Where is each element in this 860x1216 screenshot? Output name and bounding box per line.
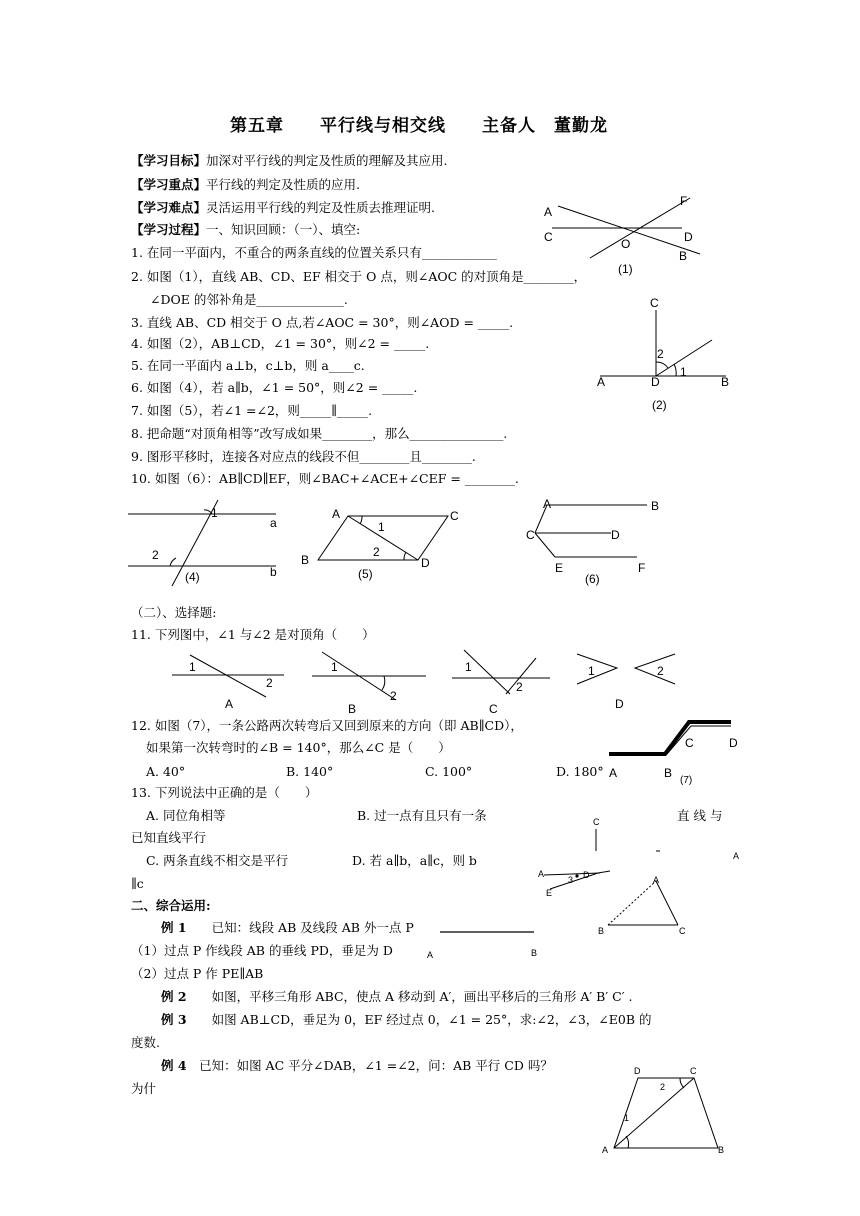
fig2-label-b: B <box>721 375 730 389</box>
fig4-label-a: a <box>270 516 277 530</box>
triangle-abc <box>600 875 690 935</box>
figure-7 <box>605 718 735 768</box>
fill-q3: 3. 直线 AB、CD 相交于 O 点,若∠AOC = 30°，则∠AOD = _____. <box>131 315 514 330</box>
fig6-label-e: E <box>555 561 564 575</box>
triangle-label-c: C <box>679 926 686 936</box>
trap-label-c: C <box>690 1066 697 1076</box>
q12-option-d: D. 180° <box>556 764 604 779</box>
fig2-label-d: D <box>651 375 660 389</box>
fig6-label-c: C <box>526 528 535 542</box>
key-text: 平行线的判定及性质的应用. <box>206 177 360 192</box>
segment-ab-line <box>440 930 540 934</box>
learning-process <box>131 222 360 238</box>
fill-q10: 10. 如图（6）：AB∥CD∥EF，则∠BAC+∠ACE+∠CEF = ________. <box>131 471 519 486</box>
ex1-text: 已知：线段 AB 及线段 AB 外一点 P <box>211 920 414 935</box>
fig7-caption: (7) <box>680 775 693 786</box>
example-3 <box>161 1012 652 1028</box>
fill-q6: 6. 如图（4），若 a∥b，∠1 = 50°，则∠2 = _____. <box>131 380 418 395</box>
q11-option-b-figure <box>310 650 430 705</box>
fig5-caption: (5) <box>358 567 373 581</box>
trap-label-a: A <box>602 1145 609 1155</box>
q11-c-num-2: 2 <box>516 680 523 694</box>
segment-label-a: A <box>427 950 434 960</box>
hard-tag: 【学习难点】 <box>131 200 207 215</box>
fig5-label-a: A <box>332 507 341 521</box>
fill-q2-cont: ∠DOE 的邻补角是______________. <box>150 292 348 307</box>
trap-num-2: 2 <box>660 1082 666 1092</box>
figure-4 <box>128 500 288 590</box>
q11-a-num-2: 2 <box>266 676 273 690</box>
ex3-text: 如图 AB⊥CD，垂足为 0，EF 经过点 0，∠1 = 25°，求:∠2，∠3，∠E0B 的 <box>211 1012 652 1027</box>
fig6-label-a: A <box>543 497 552 511</box>
ex2-text: 如图，平移三角形 ABC，使点 A 移动到 A′，画出平移后的三角形 A′ B′ C′ . <box>211 989 633 1004</box>
q13-option-a: A. 同位角相等 <box>146 808 226 823</box>
ex4-tag: 例 4 <box>161 1058 187 1073</box>
fig7-label-b: B <box>664 766 673 780</box>
small-fig-label-d: D <box>583 870 590 880</box>
fig7-label-a: A <box>609 766 618 780</box>
goal-text: 加深对平行线的判定及性质的理解及其应用. <box>206 153 448 168</box>
q13-option-b: B. 过一点有且只有一条 <box>357 808 487 823</box>
q11-b-num-1: 1 <box>331 660 338 674</box>
fig1-caption: (1) <box>618 262 633 276</box>
fig5-label-d: D <box>421 556 430 570</box>
fig6-label-d: D <box>611 528 620 542</box>
ex2-tag: 例 2 <box>161 989 187 1004</box>
q13-text: 13. 下列说法中正确的是（ ） <box>131 785 318 800</box>
fig6-label-f: F <box>638 561 646 575</box>
q13-option-d: D. 若 a∥b，a∥c，则 b <box>352 853 477 868</box>
q13-option-d-end: ∥c <box>131 876 144 891</box>
hard-text: 灵活运用平行线的判定及性质去推理证明. <box>206 200 435 215</box>
fig2-label-c: C <box>650 296 659 310</box>
figure-2 <box>590 300 740 385</box>
example-2 <box>161 989 633 1005</box>
segment-label-b: B <box>531 948 538 958</box>
fig2-num-2: 2 <box>657 347 664 361</box>
fig2-caption: (2) <box>652 398 667 412</box>
q13-option-c: C. 两条直线不相交是平行 <box>146 853 289 868</box>
small-fig-label-c: C <box>593 817 600 827</box>
example-4 <box>161 1058 553 1074</box>
example-1-part-1: （1）过点 P 作线段 AB 的垂线 PD，垂足为 D <box>131 943 393 958</box>
figure-1 <box>540 190 730 270</box>
small-fig-num-3: 3 <box>568 875 574 885</box>
fig7-label-c: C <box>685 736 694 750</box>
key-tag: 【学习重点】 <box>131 177 207 192</box>
learning-difficulty <box>131 200 435 216</box>
example-3-cont: 度数. <box>131 1035 160 1050</box>
q11-b-num-2: 2 <box>390 689 397 703</box>
fill-q2: 2. 如图（1），直线 AB、CD、EF 相交于 O 点，则∠AOC 的对顶角是________， <box>131 269 587 284</box>
ex1-tag: 例 1 <box>161 920 187 935</box>
example-1-part-2: （2）过点 P 作 PE∥AB <box>131 966 264 981</box>
fig5-num-2: 2 <box>373 545 380 559</box>
fig6-label-b: B <box>651 499 660 513</box>
q12-text-cont: 如果第一次转弯时的∠B = 140°，那么∠C 是（ ） <box>146 740 451 755</box>
fig4-label-b: b <box>270 565 277 579</box>
fig5-num-1: 1 <box>378 520 385 534</box>
triangle-label-b: B <box>598 926 605 936</box>
process-tag: 【学习过程】 <box>131 222 207 237</box>
example-1 <box>161 920 414 936</box>
choice-heading: （二）、选择题: <box>131 605 217 620</box>
q11-c-num-1: 1 <box>465 660 472 674</box>
fill-q9: 9. 图形平移时，连接各对应点的线段不但________且________. <box>131 449 476 464</box>
fig2-label-a: A <box>597 375 606 389</box>
fill-q7: 7. 如图（5），若∠1 =∠2，则_____∥_____. <box>131 403 373 418</box>
fig6-caption: (6) <box>585 572 600 586</box>
trap-label-b: B <box>718 1145 725 1155</box>
fig1-label-a: A <box>544 205 553 219</box>
q12-option-a: A. 40° <box>146 764 186 779</box>
fig1-label-b: B <box>679 249 688 263</box>
example-4-cont: 为什 <box>131 1081 157 1096</box>
small-fig-label-a: A <box>538 869 545 879</box>
small-fig-label-a-prime: A <box>733 851 740 861</box>
q12-option-b: B. 140° <box>286 764 334 779</box>
triangle-label-a: A <box>653 875 660 885</box>
fill-q1: 1. 在同一平面内，不重合的两条直线的位置关系只有____________ <box>131 245 497 260</box>
fig1-label-d: D <box>684 230 693 244</box>
q12-text: 12. 如图（7），一条公路两次转弯后又回到原来的方向（即 AB∥CD）， <box>131 718 523 733</box>
q11-a-num-1: 1 <box>189 660 196 674</box>
q12-option-c: C. 100° <box>425 764 473 779</box>
q11-label-d: D <box>615 697 624 711</box>
fill-q5: 5. 在同一平面内 a⊥b，c⊥b，则 a____c. <box>131 358 365 373</box>
learning-key <box>131 177 360 193</box>
learning-goal <box>131 153 448 169</box>
fig4-num-2: 2 <box>152 548 159 562</box>
fig4-num-1: 1 <box>211 506 218 520</box>
small-fig-label-e: E <box>546 888 553 898</box>
trap-num-1: 1 <box>624 1113 630 1123</box>
ex4-text: 已知：如图 AC 平分∠DAB，∠1 =∠2，问：AB 平行 CD 吗？ <box>199 1058 553 1073</box>
q11-d-num-2: 2 <box>657 664 664 678</box>
fig1-label-c: C <box>544 230 553 244</box>
fill-q4: 4. 如图（2），AB⊥CD，∠1 = 30°，则∠2 = _____. <box>131 336 430 351</box>
process-text: 一、知识回顾：（一）、填空: <box>206 222 361 237</box>
goal-tag: 【学习目标】 <box>131 153 207 168</box>
q11-label-c: C <box>489 702 498 716</box>
q13-option-b-end: 已知直线平行 <box>131 830 207 845</box>
q11-label-a: A <box>225 697 234 711</box>
q11-text: 11. 下列图中，∠1 与∠2 是对顶角（ ） <box>131 627 375 642</box>
fig5-label-b: B <box>301 553 310 567</box>
page-title: 第五章 平行线与相交线 主备人 董勤龙 <box>230 116 608 136</box>
trap-label-d: D <box>634 1066 641 1076</box>
fig4-caption: (4) <box>185 570 200 584</box>
fig1-label-o: O <box>621 237 631 251</box>
q11-d-num-1: 1 <box>588 664 595 678</box>
fig1-label-f: F <box>680 194 688 208</box>
fill-q8: 8. 把命题“对顶角相等”改写成如果________，那么_______________. <box>131 426 508 441</box>
q13-option-b-cont: 直 线 与 <box>677 808 723 823</box>
q11-option-c-figure <box>450 648 560 703</box>
fig2-num-1: 1 <box>680 365 687 379</box>
fig7-label-d: D <box>729 736 738 750</box>
section-2-heading: 二、综合运用: <box>131 898 211 913</box>
ex3-tag: 例 3 <box>161 1012 187 1027</box>
q11-label-b: B <box>348 702 357 716</box>
fig5-label-c: C <box>450 509 459 523</box>
